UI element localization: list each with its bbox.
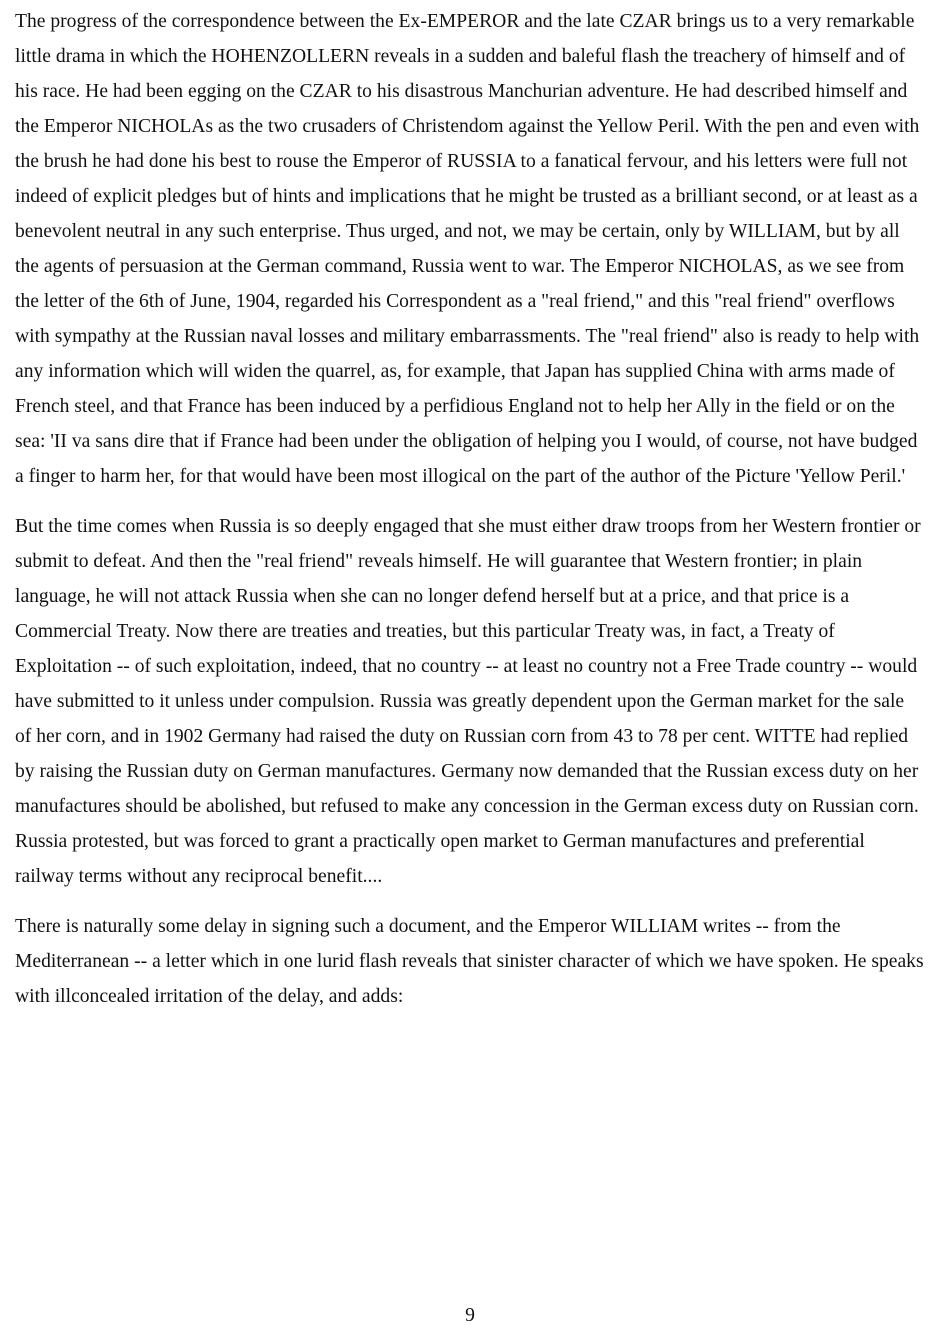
page-number: 9 bbox=[465, 1305, 475, 1326]
paragraph-3: There is naturally some delay in signing such a document, and the Emperor WILLIAM writes -- from the Mediterranean -- a letter which in one lurid flash reveals that sinister character of which we have spoken. He speaks with illconcealed irritation of the delay, and adds: bbox=[15, 916, 924, 1007]
paragraph-2: But the time comes when Russia is so deeply engaged that she must either draw troops from her Western frontier or submit to defeat. And then the "real friend" reveals himself. He will guarantee that Western frontier; in plain language, he will not attack Russia when she can no longer defend herself but at a price, and that price is a Commercial Treaty. Now there are treaties and treaties, but this particular Treaty was, in fact, a Treaty of Exploitation -- of such exploitation, indeed, that no country -- at least no country not a Free Trade country -- would have submitted to it unless under compulsion. Russia was greatly dependent upon the German market for the sale of her corn, and in 1902 Germany had raised the duty on Russian corn from 43 to 78 per cent. WITTE had replied by raising the Russian duty on German manufactures. Germany now demanded that the Russian excess duty on her manufactures should be abolished, but refused to make any concession in the German excess duty on Russian corn. Russia protested, but was forced to grant a practically open market to German manufactures and preferential railway terms without any reciprocal benefit.... bbox=[15, 516, 921, 887]
paragraph-1: The progress of the correspondence between the Ex-EMPEROR and the late CZAR brings us to a very remarkable little drama in which the HOHENZOLLERN reveals in a sudden and baleful flash the treachery of himself and of his race. He had been egging on the CZAR to his disastrous Manchurian adventure. He had described himself and the Emperor NICHOLAs as the two crusaders of Christendom against the Yellow Peril. With the pen and even with the brush he had done his best to rouse the Emperor of RUSSIA to a fanatical fervour, and his letters were full not indeed of explicit pledges but of hints and implications that he might be trusted as a brilliant second, or at least as a benevolent neutral in any such enterprise. Thus urged, and not, we may be certain, only by WILLIAM, but by all the agents of persuasion at the German command, Russia went to war. The Emperor NICHOLAS, as we see from the letter of the 6th of June, 1904, regarded his Correspondent as a "real friend," and this "real friend" overflows with sympathy at the Russian naval losses and military embarrassments. The "real friend" also is ready to help with any information which will widen the quarrel, as, for example, that Japan has supplied China with arms made of French steel, and that France has been induced by a perfidious England not to help her Ally in the field or on the sea: 'II va sans dire that if France had been under the obligation of helping you I would, of course, not have budged a finger to harm her, for that would have been most illogical on the part of the author of the Picture 'Yellow Peril.' bbox=[15, 11, 920, 487]
